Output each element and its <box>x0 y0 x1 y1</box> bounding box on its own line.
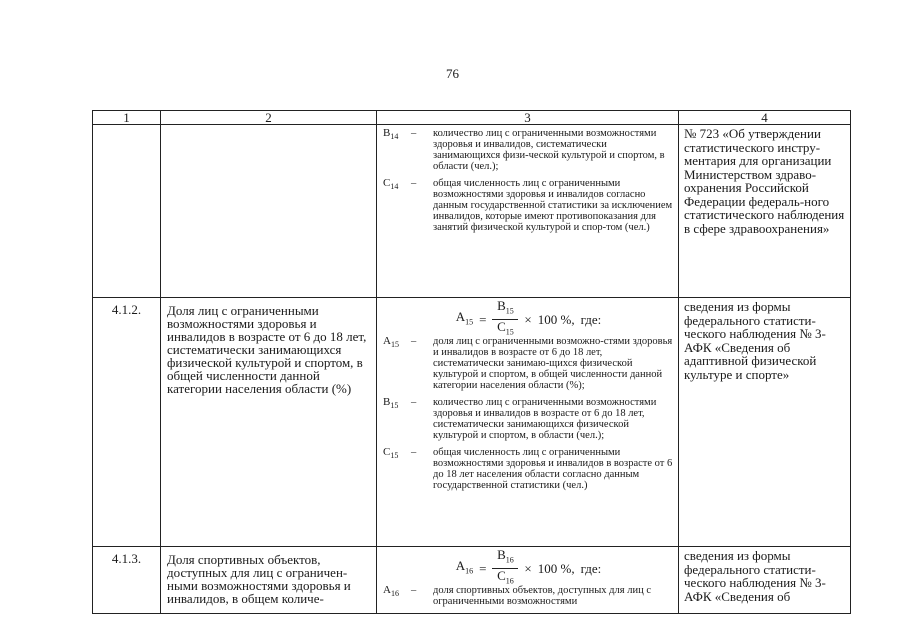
indicator-name: Доля спортивных объектов, доступных для лиц с ограничен-ными возможностями здоровья и инвалидов, в общем количе- <box>161 547 377 614</box>
formula: $A_{16}$ = $\frac{B_{16}}{C_{16}}$ × 100 %, где: <box>455 546 602 586</box>
column-header-1: 1 <box>93 111 161 125</box>
source-cell: сведения из формы федерального статисти-ческого наблюдения № 3-АФК «Сведения об адаптивной физической культуре и спорте» <box>679 298 851 547</box>
indicator-cell-empty <box>161 125 377 298</box>
source-cell: сведения из формы федерального статисти-ческого наблюдения № 3-АФК «Сведения об <box>679 547 851 614</box>
page-number: 76 <box>446 66 459 81</box>
definition-text: общая численность лиц с ограниченными возможностями здоровья и инвалидов в возрасте от 6 до 18 лет населения области согласно данным государственной статистики (чел.) <box>433 447 673 491</box>
definition-item: $C_{14}$ – общая численность лиц с ограниченными возможностями здоровья и инвалидов согласно данным государственной статистики за исключением инвалидов, которые имеют противопоказания для занятий физической культурой и спор-том (чел.) <box>383 177 673 233</box>
calculation-cell <box>377 298 679 547</box>
fraction: $\frac{B_{15}}{C_{15}}$ <box>492 300 518 338</box>
indicator-number: 4.1.2. <box>93 298 161 547</box>
column-header-3: 3 <box>377 111 679 125</box>
source-cell: № 723 «Об утверждении статистического инстру-ментария для организации Министерством здраво-охранения Российской Федерации федераль-ного статистического наблюдения в сфере здравоохранения» <box>679 125 851 298</box>
definition-text: общая численность лиц с ограниченными возможностями здоровья и инвалидов согласно данным государственной статистики за исключением инвалидов, которые имеют противопоказания для занятий физической культурой и спор-том (чел.) <box>433 178 673 233</box>
definition-item: $A_{16}$ – доля спортивных объектов, доступных для лиц с ограниченными возможностями <box>383 585 674 607</box>
definition-text: количество лиц с ограниченными возможностями здоровья и инвалидов в возрасте от 6 до 18 лет, систематически занимающихся физической культурой и спортом, в области (чел.); <box>433 397 657 441</box>
table-row <box>93 547 851 614</box>
table-row <box>93 298 851 547</box>
definition-item: $C_{15}$ – общая численность лиц с ограниченными возможностями здоровья и инвалидов в возрасте от 6 до 18 лет населения области согласно данным государственной статистики (чел.) <box>383 446 673 491</box>
table-header-row <box>93 111 851 125</box>
definition-text: доля спортивных объектов, доступных для лиц с ограниченными возможностями <box>433 585 651 607</box>
number-cell-empty <box>93 125 161 298</box>
definition-item: $B_{14}$ – количество лиц с ограниченными возможностями здоровья и инвалидов, систематически занимающихся физи-ческой культурой и спортом, в области (чел.); <box>383 125 674 172</box>
definition-item: $A_{15}$ – доля лиц с ограниченными возможно-стями здоровья и инвалидов в возрасте от 6 до 18 лет, систематически занимаю-щихся физической культурой и спортом, в общей численности данной категории населения области (%); <box>383 335 673 391</box>
column-header-2: 2 <box>161 111 377 125</box>
column-header-4: 4 <box>679 111 851 125</box>
table-row <box>93 125 851 298</box>
indicator-number: 4.1.3. <box>93 547 161 614</box>
indicator-table <box>92 110 851 614</box>
definition-item: $B_{15}$ – количество лиц с ограниченными возможностями здоровья и инвалидов в возрасте от 6 до 18 лет, систематически занимающихся физической культурой и спортом, в области (чел.); <box>383 397 674 441</box>
calculation-cell <box>377 547 679 614</box>
calculation-cell <box>377 125 679 298</box>
fraction: $\frac{B_{16}}{C_{16}}$ <box>492 549 518 587</box>
definition-text: количество лиц с ограниченными возможностями здоровья и инвалидов, систематически занимающихся физи-ческой культурой и спортом, в области (чел.); <box>433 128 665 172</box>
formula: $A_{15}$ = $\frac{B_{15}}{C_{15}}$ × 100 %, где: <box>455 297 602 337</box>
definition-text: доля лиц с ограниченными возможно-стями здоровья и инвалидов в возрасте от 6 до 18 лет, систематически занимаю-щихся физической культурой и спортом, в общей численности данной категории населения области (%); <box>433 336 673 391</box>
indicator-name: Доля лиц с ограниченными возможностями здоровья и инвалидов в возрасте от 6 до 18 лет, систематически занимающихся физической культурой и спортом, в общей численности данной категории населения области (%) <box>161 298 377 547</box>
